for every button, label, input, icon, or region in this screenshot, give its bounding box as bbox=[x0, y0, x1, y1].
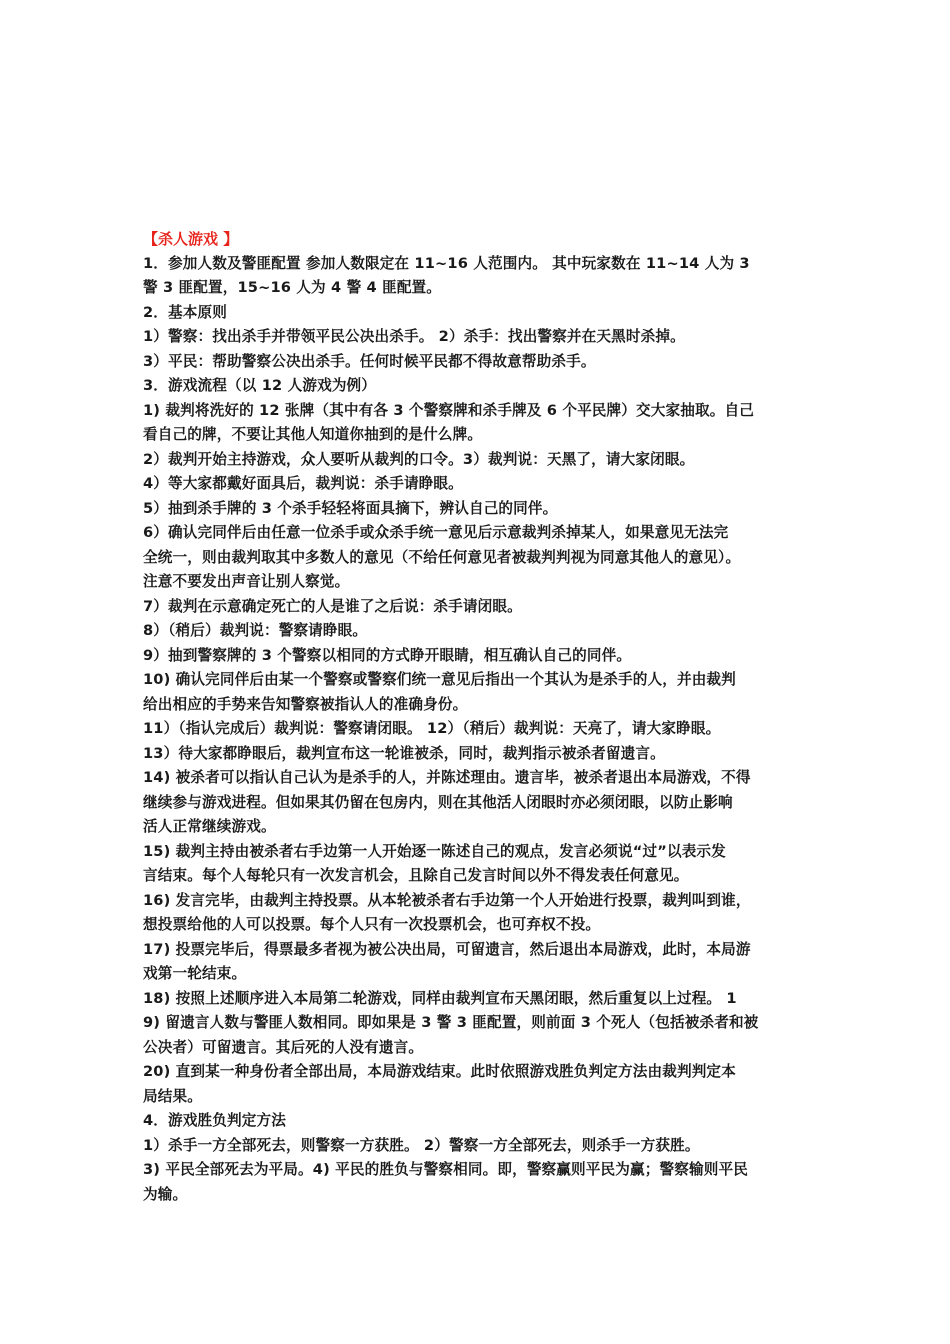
text-line: 活人正常继续游戏。 bbox=[143, 818, 276, 835]
document-title: 【杀人游戏 】 bbox=[143, 230, 239, 248]
text-line: 13）待大家都睁眼后，裁判宣布这一轮谁被杀，同时，裁判指示被杀者留遗言。 bbox=[143, 744, 665, 762]
text-line: 9) 留遗言人数与警匪人数相同。即如果是 3 警 3 匪配置，则前面 3 个死人（包括被杀者和被 bbox=[143, 1014, 759, 1031]
text-line: 1) 裁判将洗好的 12 张牌（其中有各 3 个警察牌和杀手牌及 6 个平民牌）交大家抽取。自己 bbox=[143, 401, 754, 419]
text-line: 全统一，则由裁判取其中多数人的意见（不给任何意见者被裁判判视为同意其他人的意见）。 bbox=[143, 548, 741, 566]
text-line: 6）确认完同伴后由任意一位杀手或众杀手统一意见后示意裁判杀掉某人，如果意见无法完 bbox=[143, 524, 729, 541]
text-line: 想投票给他的人可以投票。每个人只有一次投票机会，也可弃权不投。 bbox=[143, 916, 601, 933]
text-line: 看自己的牌，不要让其他人知道你抽到的是什么牌。 bbox=[143, 426, 483, 443]
text-line: 3) 平民全部死去为平局。4) 平民的胜负与警察相同。即，警察赢则平民为赢；警察输则平民 bbox=[143, 1161, 748, 1178]
text-line: 1．参加人数及警匪配置 参加人数限定在 11~16 人范围内。 其中玩家数在 11~14 人为 3 bbox=[143, 254, 750, 272]
section-heading: 3．游戏流程（以 12 人游戏为例） bbox=[143, 377, 377, 394]
text-line: 4）等大家都戴好面具后，裁判说：杀手请睁眼。 bbox=[143, 475, 463, 492]
text-line: 11）（指认完成后）裁判说：警察请闭眼。 12）（稍后）裁判说：天亮了，请大家睁眼。 bbox=[143, 720, 721, 737]
text-line: 14) 被杀者可以指认自己认为是杀手的人，并陈述理由。遗言毕，被杀者退出本局游戏，不得 bbox=[143, 769, 751, 786]
text-line: 言结束。每个人每轮只有一次发言机会，且除自己发言时间以外不得发表任何意见。 bbox=[143, 867, 689, 884]
section-heading: 4．游戏胜负判定方法 bbox=[143, 1112, 286, 1129]
text-line: 注意不要发出声音让别人察觉。 bbox=[143, 573, 350, 590]
text-line: 2）裁判开始主持游戏，众人要听从裁判的口令。3）裁判说：天黑了，请大家闭眼。 bbox=[143, 450, 695, 468]
text-line: 给出相应的手势来告知警察被指认人的准确身份。 bbox=[143, 695, 468, 713]
text-line: 1）杀手一方全部死去，则警察一方获胜。 2）警察一方全部死去，则杀手一方获胜。 bbox=[143, 1136, 700, 1154]
text-line: 8）（稍后）裁判说：警察请睁眼。 bbox=[143, 622, 368, 639]
section-heading: 2．基本原则 bbox=[143, 303, 228, 321]
text-line: 1）警察：找出杀手并带领平民公决出杀手。 2）杀手：找出警察并在天黑时杀掉。 bbox=[143, 328, 685, 345]
text-line: 9）抽到警察牌的 3 个警察以相同的方式睁开眼睛，相互确认自己的同伴。 bbox=[143, 646, 632, 664]
text-line: 公决者）可留遗言。其后死的人没有遗言。 bbox=[143, 1038, 424, 1056]
document-body bbox=[143, 227, 815, 1207]
text-line: 16) 发言完毕，由裁判主持投票。从本轮被杀者右手边第一个人开始进行投票，裁判叫到谁， bbox=[143, 891, 751, 909]
text-line: 为输。 bbox=[143, 1185, 188, 1203]
text-line: 警 3 匪配置，15~16 人为 4 警 4 匪配置。 bbox=[143, 279, 442, 296]
text-line: 3）平民：帮助警察公决出杀手。任何时候平民都不得故意帮助杀手。 bbox=[143, 352, 596, 370]
text-line: 7）裁判在示意确定死亡的人是谁了之后说：杀手请闭眼。 bbox=[143, 597, 522, 615]
text-line: 18) 按照上述顺序进入本局第二轮游戏，同样由裁判宣布天黑闭眼，然后重复以上过程。 1 bbox=[143, 989, 737, 1007]
text-line: 15) 裁判主持由被杀者右手边第一人开始逐一陈述自己的观点，发言必须说“过”以表示发 bbox=[143, 842, 726, 860]
text-line: 戏第一轮结束。 bbox=[143, 965, 247, 982]
text-line: 20) 直到某一种身份者全部出局，本局游戏结束。此时依照游戏胜负判定方法由裁判判定本 bbox=[143, 1063, 736, 1080]
text-line: 5）抽到杀手牌的 3 个杀手轻轻将面具摘下，辨认自己的同伴。 bbox=[143, 499, 558, 517]
text-line: 17) 投票完毕后，得票最多者视为被公决出局，可留遗言，然后退出本局游戏，此时，本局游 bbox=[143, 940, 751, 958]
text-line: 局结果。 bbox=[143, 1087, 202, 1105]
text-line: 继续参与游戏进程。但如果其仍留在包房内，则在其他活人闭眼时亦必须闭眼，以防止影响 bbox=[143, 793, 733, 811]
text-line: 10) 确认完同伴后由某一个警察或警察们统一意见后指出一个其认为是杀手的人，并由裁判 bbox=[143, 671, 736, 688]
